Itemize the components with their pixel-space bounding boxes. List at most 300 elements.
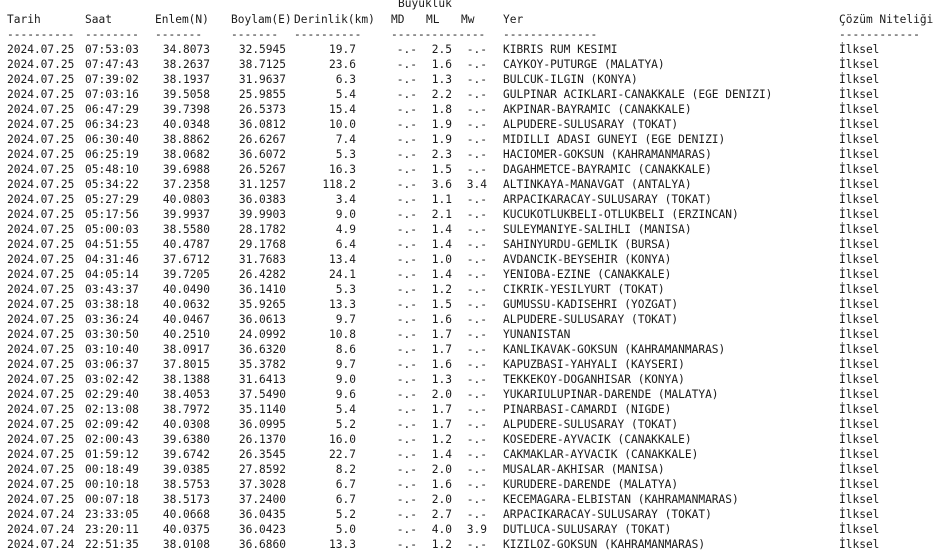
cell-ml: 1.6 xyxy=(431,313,452,326)
cell-depth: 22.7 xyxy=(329,448,356,461)
cell-md: -.- xyxy=(396,313,417,326)
cell-date: 2024.07.25 xyxy=(7,118,75,131)
cell-longitude: 36.6320 xyxy=(238,343,286,356)
cell-md: -.- xyxy=(396,268,417,281)
cell-date: 2024.07.25 xyxy=(7,133,75,146)
cell-ml: 1.6 xyxy=(431,478,452,491)
cell-location: YUNANISTAN xyxy=(503,328,571,341)
cell-latitude: 37.2358 xyxy=(162,178,210,191)
cell-longitude: 31.6413 xyxy=(238,373,286,386)
cell-ml: 2.7 xyxy=(431,508,452,521)
cell-ml: 1.8 xyxy=(431,103,452,116)
cell-ml: 1.2 xyxy=(431,538,452,551)
cell-location: YENIOBA-EZINE (CANAKKALE) xyxy=(503,268,672,281)
cell-solution-quality: İlksel xyxy=(839,403,880,416)
cell-mw: -.- xyxy=(466,373,487,386)
cell-time: 03:43:37 xyxy=(85,283,139,296)
cell-ml: 1.4 xyxy=(431,223,452,236)
cell-time: 03:10:40 xyxy=(85,343,139,356)
cell-time: 01:59:12 xyxy=(85,448,139,461)
cell-location: KOSEDERE-AYVACIK (CANAKKALE) xyxy=(503,433,692,446)
cell-date: 2024.07.25 xyxy=(7,253,75,266)
cell-ml: 1.7 xyxy=(431,328,452,341)
cell-date: 2024.07.25 xyxy=(7,73,75,86)
cell-latitude: 38.5580 xyxy=(162,223,210,236)
cell-solution-quality: İlksel xyxy=(839,223,880,236)
cell-longitude: 26.1370 xyxy=(238,433,286,446)
cell-longitude: 26.6267 xyxy=(238,133,286,146)
earthquake-row xyxy=(7,447,942,462)
cell-solution-quality: İlksel xyxy=(839,178,880,191)
cell-solution-quality: İlksel xyxy=(839,358,880,371)
cell-solution-quality: İlksel xyxy=(839,313,880,326)
cell-mw: -.- xyxy=(466,103,487,116)
cell-solution-quality: İlksel xyxy=(839,268,880,281)
cell-longitude: 36.6072 xyxy=(238,148,286,161)
cell-time: 06:30:40 xyxy=(85,133,139,146)
cell-depth: 23.6 xyxy=(329,58,356,71)
separator-date: ---------- xyxy=(7,28,75,41)
cell-latitude: 39.5058 xyxy=(162,88,210,101)
cell-ml: 2.5 xyxy=(431,43,452,56)
cell-mw: 3.4 xyxy=(466,178,487,191)
cell-location: KANLIKAVAK-GOKSUN (KAHRAMANMARAS) xyxy=(503,343,726,356)
cell-solution-quality: İlksel xyxy=(839,73,880,86)
cell-depth: 5.4 xyxy=(335,403,356,416)
cell-longitude: 29.1768 xyxy=(238,238,286,251)
cell-location: MUSALAR-AKHISAR (MANISA) xyxy=(503,463,665,476)
cell-md: -.- xyxy=(396,178,417,191)
cell-depth: 9.0 xyxy=(335,373,356,386)
cell-location: DAGAHMETCE-BAYRAMIC (CANAKKALE) xyxy=(503,163,712,176)
cell-ml: 1.9 xyxy=(431,118,452,131)
cell-date: 2024.07.25 xyxy=(7,238,75,251)
earthquake-row xyxy=(7,402,942,417)
cell-mw: -.- xyxy=(466,313,487,326)
cell-time: 03:36:24 xyxy=(85,313,139,326)
cell-longitude: 37.3028 xyxy=(238,478,286,491)
cell-solution-quality: İlksel xyxy=(839,493,880,506)
separator-location: -------------- xyxy=(503,28,598,41)
cell-time: 04:05:14 xyxy=(85,268,139,281)
cell-ml: 1.5 xyxy=(431,163,452,176)
cell-time: 07:47:43 xyxy=(85,58,139,71)
cell-date: 2024.07.24 xyxy=(7,538,75,551)
column-header-row xyxy=(7,12,942,27)
cell-md: -.- xyxy=(396,118,417,131)
cell-md: -.- xyxy=(396,193,417,206)
cell-latitude: 40.0490 xyxy=(162,283,210,296)
cell-mw: -.- xyxy=(466,433,487,446)
cell-time: 03:06:37 xyxy=(85,358,139,371)
earthquake-row xyxy=(7,102,942,117)
cell-date: 2024.07.25 xyxy=(7,178,75,191)
cell-solution-quality: İlksel xyxy=(839,238,880,251)
cell-latitude: 40.0348 xyxy=(162,118,210,131)
cell-location: TEKKEKOY-DOGANHISAR (KONYA) xyxy=(503,373,685,386)
cell-date: 2024.07.25 xyxy=(7,448,75,461)
cell-location: AKPINAR-BAYRAMIC (CANAKKALE) xyxy=(503,103,692,116)
cell-solution-quality: İlksel xyxy=(839,58,880,71)
cell-solution-quality: İlksel xyxy=(839,118,880,131)
cell-longitude: 35.3782 xyxy=(238,358,286,371)
cell-latitude: 40.4787 xyxy=(162,238,210,251)
cell-mw: -.- xyxy=(466,403,487,416)
cell-date: 2024.07.25 xyxy=(7,148,75,161)
cell-location: GUMUSSU-KADISEHRI (YOZGAT) xyxy=(503,298,679,311)
cell-depth: 13.3 xyxy=(329,538,356,551)
cell-depth: 13.3 xyxy=(329,298,356,311)
cell-latitude: 38.1937 xyxy=(162,73,210,86)
cell-time: 22:51:35 xyxy=(85,538,139,551)
earthquake-row xyxy=(7,507,942,522)
earthquake-row xyxy=(7,42,942,57)
cell-longitude: 35.9265 xyxy=(238,298,286,311)
earthquake-row xyxy=(7,72,942,87)
cell-depth: 16.0 xyxy=(329,433,356,446)
earthquake-row xyxy=(7,87,942,102)
cell-latitude: 38.2637 xyxy=(162,58,210,71)
cell-md: -.- xyxy=(396,373,417,386)
cell-latitude: 38.8862 xyxy=(162,133,210,146)
cell-latitude: 39.7205 xyxy=(162,268,210,281)
header-latitude: Enlem(N) xyxy=(155,13,209,26)
cell-mw: -.- xyxy=(466,508,487,521)
cell-time: 02:29:40 xyxy=(85,388,139,401)
cell-depth: 6.4 xyxy=(335,238,356,251)
cell-time: 23:20:11 xyxy=(85,523,139,536)
cell-latitude: 37.8015 xyxy=(162,358,210,371)
cell-latitude: 40.0668 xyxy=(162,508,210,521)
header-date: Tarih xyxy=(7,13,41,26)
cell-location: KECEMAGARA-ELBISTAN (KAHRAMANMARAS) xyxy=(503,493,739,506)
cell-md: -.- xyxy=(396,508,417,521)
cell-location: ARPACIKARACAY-SULUSARAY (TOKAT) xyxy=(503,193,712,206)
cell-location: ALPUDERE-SULUSARAY (TOKAT) xyxy=(503,418,679,431)
cell-md: -.- xyxy=(396,403,417,416)
cell-date: 2024.07.25 xyxy=(7,313,75,326)
cell-longitude: 36.0812 xyxy=(238,118,286,131)
earthquake-row xyxy=(7,537,942,552)
cell-date: 2024.07.25 xyxy=(7,88,75,101)
cell-depth: 10.8 xyxy=(329,328,356,341)
cell-ml: 1.6 xyxy=(431,58,452,71)
cell-ml: 1.3 xyxy=(431,73,452,86)
cell-depth: 9.7 xyxy=(335,358,356,371)
cell-location: ALPUDERE-SULUSARAY (TOKAT) xyxy=(503,313,679,326)
cell-latitude: 38.5753 xyxy=(162,478,210,491)
cell-solution-quality: İlksel xyxy=(839,433,880,446)
cell-md: -.- xyxy=(396,208,417,221)
cell-date: 2024.07.25 xyxy=(7,343,75,356)
cell-solution-quality: İlksel xyxy=(839,508,880,521)
magnitude-group-header-row xyxy=(7,0,942,12)
cell-time: 06:47:29 xyxy=(85,103,139,116)
cell-mw: -.- xyxy=(466,73,487,86)
header-time: Saat xyxy=(85,13,112,26)
earthquake-row xyxy=(7,222,942,237)
cell-mw: -.- xyxy=(466,493,487,506)
cell-time: 04:31:46 xyxy=(85,253,139,266)
header-ml: ML xyxy=(426,13,440,26)
cell-date: 2024.07.25 xyxy=(7,403,75,416)
cell-date: 2024.07.25 xyxy=(7,388,75,401)
cell-ml: 1.7 xyxy=(431,418,452,431)
cell-time: 03:30:50 xyxy=(85,328,139,341)
cell-ml: 1.0 xyxy=(431,253,452,266)
cell-date: 2024.07.25 xyxy=(7,283,75,296)
cell-depth: 15.4 xyxy=(329,103,356,116)
cell-location: KIBRIS RUM KESIMI xyxy=(503,43,618,56)
cell-mw: -.- xyxy=(466,43,487,56)
cell-md: -.- xyxy=(396,433,417,446)
earthquake-row xyxy=(7,237,942,252)
cell-mw: -.- xyxy=(466,208,487,221)
cell-mw: -.- xyxy=(466,418,487,431)
cell-mw: -.- xyxy=(466,163,487,176)
cell-longitude: 36.0435 xyxy=(238,508,286,521)
cell-mw: -.- xyxy=(466,193,487,206)
cell-depth: 13.4 xyxy=(329,253,356,266)
cell-ml: 1.5 xyxy=(431,298,452,311)
separator-solution-quality: ------------ xyxy=(839,28,920,41)
separator-magnitude: -------------- xyxy=(391,28,486,41)
cell-ml: 2.3 xyxy=(431,148,452,161)
cell-depth: 19.7 xyxy=(329,43,356,56)
earthquake-row xyxy=(7,492,942,507)
cell-solution-quality: İlksel xyxy=(839,463,880,476)
cell-ml: 3.6 xyxy=(431,178,452,191)
cell-longitude: 26.4282 xyxy=(238,268,286,281)
cell-location: YUKARIULUPINAR-DARENDE (MALATYA) xyxy=(503,388,719,401)
header-mw: Mw xyxy=(461,13,475,26)
cell-solution-quality: İlksel xyxy=(839,373,880,386)
cell-depth: 5.3 xyxy=(335,148,356,161)
cell-location: ARPACIKARACAY-SULUSARAY (TOKAT) xyxy=(503,508,712,521)
cell-latitude: 40.0308 xyxy=(162,418,210,431)
cell-md: -.- xyxy=(396,388,417,401)
cell-time: 23:33:05 xyxy=(85,508,139,521)
earthquake-row xyxy=(7,207,942,222)
cell-md: -.- xyxy=(396,58,417,71)
cell-mw: -.- xyxy=(466,538,487,551)
cell-mw: -.- xyxy=(466,238,487,251)
cell-solution-quality: İlksel xyxy=(839,163,880,176)
cell-time: 00:18:49 xyxy=(85,463,139,476)
header-md: MD xyxy=(391,13,405,26)
cell-mw: -.- xyxy=(466,463,487,476)
earthquake-row xyxy=(7,327,942,342)
cell-md: -.- xyxy=(396,328,417,341)
cell-date: 2024.07.25 xyxy=(7,298,75,311)
cell-longitude: 27.8592 xyxy=(238,463,286,476)
cell-depth: 10.0 xyxy=(329,118,356,131)
cell-mw: -.- xyxy=(466,478,487,491)
cell-md: -.- xyxy=(396,418,417,431)
cell-depth: 7.4 xyxy=(335,133,356,146)
cell-ml: 1.7 xyxy=(431,343,452,356)
cell-date: 2024.07.25 xyxy=(7,58,75,71)
cell-solution-quality: İlksel xyxy=(839,193,880,206)
cell-longitude: 28.1782 xyxy=(238,223,286,236)
cell-time: 07:39:02 xyxy=(85,73,139,86)
cell-location: MIDILLI ADASI GUNEYI (EGE DENIZI) xyxy=(503,133,726,146)
cell-md: -.- xyxy=(396,223,417,236)
cell-latitude: 38.0108 xyxy=(162,538,210,551)
cell-md: -.- xyxy=(396,43,417,56)
cell-time: 07:53:03 xyxy=(85,43,139,56)
cell-date: 2024.07.25 xyxy=(7,433,75,446)
cell-latitude: 38.4053 xyxy=(162,388,210,401)
cell-date: 2024.07.25 xyxy=(7,373,75,386)
cell-solution-quality: İlksel xyxy=(839,418,880,431)
cell-longitude: 36.6860 xyxy=(238,538,286,551)
cell-location: SULEYMANIYE-SALIHLI (MANISA) xyxy=(503,223,692,236)
cell-md: -.- xyxy=(396,133,417,146)
cell-time: 02:09:42 xyxy=(85,418,139,431)
cell-longitude: 37.2400 xyxy=(238,493,286,506)
earthquake-row xyxy=(7,522,942,537)
separator-depth: ---------- xyxy=(294,28,362,41)
cell-ml: 1.6 xyxy=(431,358,452,371)
cell-date: 2024.07.25 xyxy=(7,223,75,236)
cell-ml: 1.2 xyxy=(431,283,452,296)
cell-location: AVDANCIK-BEYSEHIR (KONYA) xyxy=(503,253,672,266)
separator-longitude: ------- xyxy=(231,28,279,41)
earthquake-row xyxy=(7,117,942,132)
cell-solution-quality: İlksel xyxy=(839,103,880,116)
cell-ml: 1.1 xyxy=(431,193,452,206)
cell-location: CAYKOY-PUTURGE (MALATYA) xyxy=(503,58,665,71)
earthquake-row xyxy=(7,357,942,372)
cell-date: 2024.07.25 xyxy=(7,193,75,206)
cell-latitude: 39.9937 xyxy=(162,208,210,221)
earthquake-row xyxy=(7,342,942,357)
cell-solution-quality: İlksel xyxy=(839,328,880,341)
cell-depth: 9.6 xyxy=(335,388,356,401)
cell-mw: -.- xyxy=(466,253,487,266)
earthquake-row xyxy=(7,417,942,432)
cell-location: SAHINYURDU-GEMLIK (BURSA) xyxy=(503,238,672,251)
earthquake-row xyxy=(7,312,942,327)
cell-location: CAKMAKLAR-AYVACIK (CANAKKALE) xyxy=(503,448,699,461)
header-solution-quality: Çözüm Niteliği xyxy=(839,13,934,26)
cell-date: 2024.07.25 xyxy=(7,493,75,506)
cell-latitude: 39.6742 xyxy=(162,448,210,461)
earthquake-row xyxy=(7,432,942,447)
earthquake-row xyxy=(7,252,942,267)
cell-location: CIKRIK-YESILYURT (TOKAT) xyxy=(503,283,665,296)
cell-md: -.- xyxy=(396,283,417,296)
cell-time: 05:00:03 xyxy=(85,223,139,236)
cell-latitude: 38.0682 xyxy=(162,148,210,161)
cell-solution-quality: İlksel xyxy=(839,448,880,461)
cell-longitude: 24.0992 xyxy=(238,328,286,341)
cell-md: -.- xyxy=(396,148,417,161)
cell-md: -.- xyxy=(396,163,417,176)
cell-latitude: 40.0803 xyxy=(162,193,210,206)
earthquake-row xyxy=(7,132,942,147)
cell-location: DUTLUCA-SULUSARAY (TOKAT) xyxy=(503,523,672,536)
cell-depth: 9.0 xyxy=(335,208,356,221)
earthquake-row xyxy=(7,57,942,72)
cell-time: 07:03:16 xyxy=(85,88,139,101)
cell-ml: 1.4 xyxy=(431,268,452,281)
cell-location: BULCUK-ILGIN (KONYA) xyxy=(503,73,638,86)
earthquake-row xyxy=(7,462,942,477)
cell-date: 2024.07.25 xyxy=(7,43,75,56)
cell-time: 05:17:56 xyxy=(85,208,139,221)
cell-time: 05:27:29 xyxy=(85,193,139,206)
cell-latitude: 37.6712 xyxy=(162,253,210,266)
cell-time: 05:48:10 xyxy=(85,163,139,176)
cell-latitude: 38.7972 xyxy=(162,403,210,416)
cell-ml: 1.4 xyxy=(431,238,452,251)
cell-date: 2024.07.25 xyxy=(7,358,75,371)
cell-solution-quality: İlksel xyxy=(839,88,880,101)
cell-longitude: 36.0383 xyxy=(238,193,286,206)
cell-solution-quality: İlksel xyxy=(839,523,880,536)
cell-mw: -.- xyxy=(466,88,487,101)
cell-location: HACIOMER-GOKSUN (KAHRAMANMARAS) xyxy=(503,148,712,161)
cell-mw: -.- xyxy=(466,148,487,161)
magnitude-group-label: Büyüklük xyxy=(398,0,452,10)
cell-ml: 1.4 xyxy=(431,448,452,461)
cell-date: 2024.07.25 xyxy=(7,478,75,491)
cell-md: -.- xyxy=(396,358,417,371)
cell-time: 03:38:18 xyxy=(85,298,139,311)
cell-depth: 5.0 xyxy=(335,523,356,536)
cell-latitude: 39.6988 xyxy=(162,163,210,176)
cell-mw: -.- xyxy=(466,358,487,371)
cell-date: 2024.07.25 xyxy=(7,163,75,176)
cell-md: -.- xyxy=(396,493,417,506)
cell-solution-quality: İlksel xyxy=(839,538,880,551)
cell-mw: -.- xyxy=(466,298,487,311)
cell-md: -.- xyxy=(396,538,417,551)
cell-solution-quality: İlksel xyxy=(839,208,880,221)
cell-ml: 1.9 xyxy=(431,133,452,146)
cell-depth: 4.9 xyxy=(335,223,356,236)
cell-location: PINARBASI-CAMARDI (NIGDE) xyxy=(503,403,672,416)
cell-depth: 3.4 xyxy=(335,193,356,206)
cell-mw: -.- xyxy=(466,118,487,131)
cell-depth: 5.2 xyxy=(335,508,356,521)
cell-depth: 6.7 xyxy=(335,478,356,491)
cell-latitude: 38.0917 xyxy=(162,343,210,356)
cell-solution-quality: İlksel xyxy=(839,283,880,296)
cell-depth: 5.3 xyxy=(335,283,356,296)
cell-longitude: 26.3545 xyxy=(238,448,286,461)
cell-location: GULPINAR ACIKLARI-CANAKKALE (EGE DENIZI) xyxy=(503,88,773,101)
cell-location: ALPUDERE-SULUSARAY (TOKAT) xyxy=(503,118,679,131)
cell-latitude: 39.6380 xyxy=(162,433,210,446)
cell-mw: -.- xyxy=(466,328,487,341)
cell-ml: 2.1 xyxy=(431,208,452,221)
cell-time: 03:02:42 xyxy=(85,373,139,386)
cell-time: 06:25:19 xyxy=(85,148,139,161)
earthquake-list xyxy=(7,0,942,552)
cell-latitude: 34.8073 xyxy=(162,43,210,56)
cell-location: KURUDERE-DARENDE (MALATYA) xyxy=(503,478,679,491)
cell-longitude: 36.0995 xyxy=(238,418,286,431)
cell-mw: -.- xyxy=(466,448,487,461)
cell-date: 2024.07.25 xyxy=(7,103,75,116)
cell-depth: 8.2 xyxy=(335,463,356,476)
cell-longitude: 26.5373 xyxy=(238,103,286,116)
header-location: Yer xyxy=(503,13,524,26)
earthquake-row xyxy=(7,177,942,192)
